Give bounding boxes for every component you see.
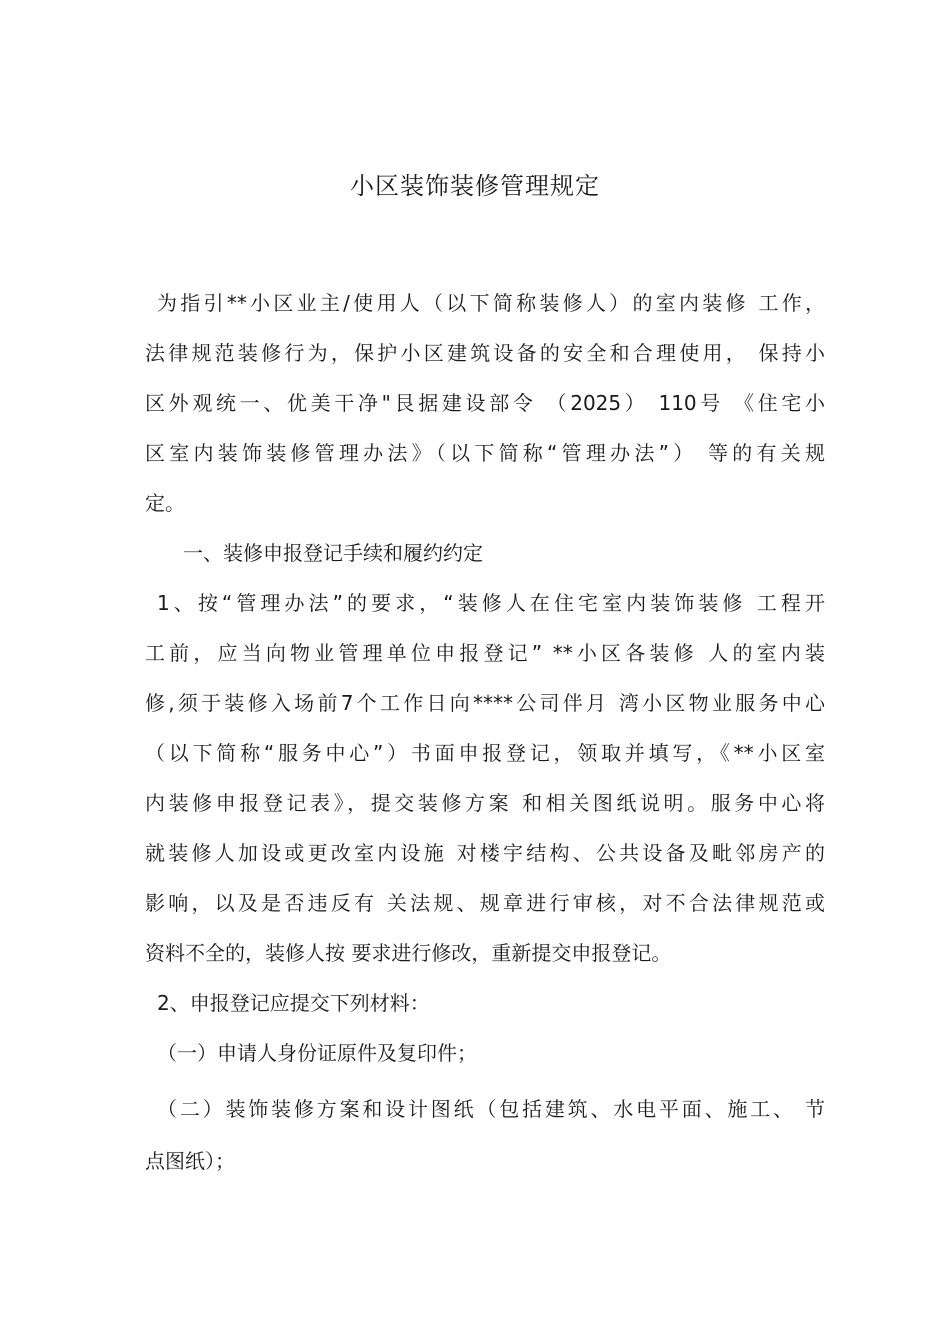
paragraph-line: 资料不全的，装修人按 要求进行修改，重新提交申报登记。 [145,941,672,965]
paragraph-line: 2、申报登记应提交下列材料： [157,991,430,1015]
paragraph-line: 1、按“管理办法”的要求，“装修人在住宅室内装饰装修 工程开 [157,591,825,615]
list-item: （一）申请人身份证原件及复印件； [157,1041,477,1065]
paragraph-line: 法律规范装修行为，保护小区建筑设备的安全和合理使用， 保持小 [145,341,825,365]
paragraph-line: 就装修人加设或更改室内设施 对楼宇结构、公共设备及毗邻房产的 [145,841,825,865]
document-title: 小区装饰装修管理规定 [350,172,600,200]
paragraph-line: 内装修申报登记表》，提交装修方案 和相关图纸说明。服务中心将 [145,791,825,815]
paragraph-line: 修,须于装修入场前7个工作日向****公司伴月 湾小区物业服务中心 [145,691,825,715]
list-item: 点图纸）； [145,1149,235,1173]
section-heading: 一、装修申报登记手续和履约约定 [183,541,483,565]
list-item: （二）装饰装修方案和设计图纸（包括建筑、水电平面、施工、 节 [157,1097,825,1121]
paragraph-line: 为指引**小区业主/使用人（以下简称装修人）的室内装修 工作， [157,291,825,315]
paragraph-line: 工前，应当向物业管理单位申报登记” **小区各装修 人的室内装 [145,641,825,665]
paragraph-line: 区外观统一、优美干净"艮据建设部令 （2025） 110号 《住宅小 [145,391,825,415]
paragraph-line: （以下简称“服务中心”）书面申报登记，领取并填写，《**小区室 [145,741,825,765]
paragraph-line: 定。 [145,491,185,515]
paragraph-line: 区室内装饰装修管理办法》（以下简称“管理办法”） 等的有关规 [145,441,825,465]
paragraph-line: 影响，以及是否违反有 关法规、规章进行审核，对不合法律规范或 [145,891,825,915]
